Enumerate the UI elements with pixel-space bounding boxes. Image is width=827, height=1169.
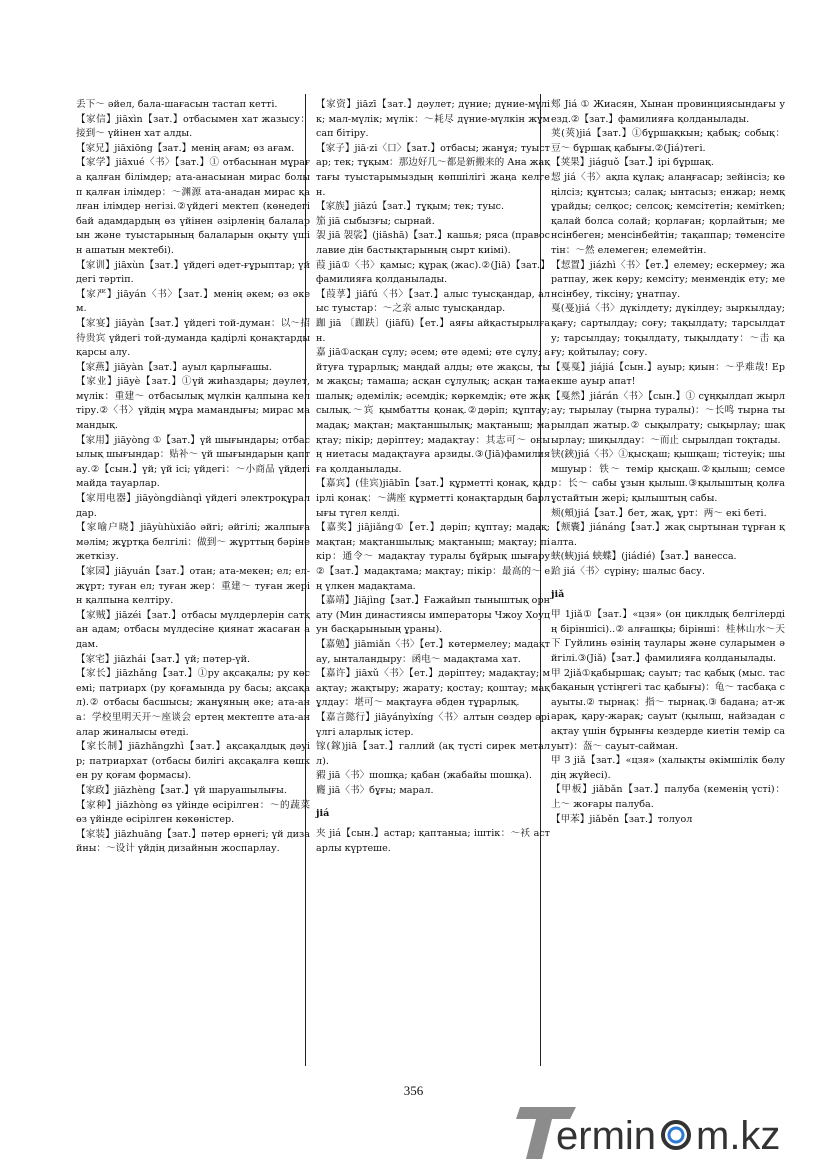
dictionary-entry: 【嘉言懿行】jiāyányìxíng〈书〉алтын сөздер әрі үлгі аларлық істер. xyxy=(316,711,550,738)
dictionary-entry: 【嘉许】jiāxǔ〈书〉【ет.】дәріптеу; мадақтау; мақтау; жақтыру; жарату; қостау; қоштау; мақұлдау：堪可～ мақтауға әбден тұрарлық. xyxy=(316,668,550,709)
dictionary-entry: 【家严】jiāyán〈书〉【зат.】менің әкем; өз әкем. xyxy=(76,288,310,315)
dictionary-entry: 甲 3 jiǎ【зат.】«цзя» (халықты әкімшілік бөлудің жүйесі). xyxy=(551,755,785,781)
dictionary-entry: 【家兄】jiāxiōng【зат.】менің ағам; өз ағам. xyxy=(76,142,295,154)
dictionary-entry: 蛱(蛺)jiá 蛱蝶】(jiádié)【зат.】ванесса. xyxy=(551,551,737,563)
dictionary-entry: 【家用电器】jiāyòngdiànqì үйдегі электроқұралдар. xyxy=(76,493,310,519)
dictionary-entry: 恝 jiá〈书〉ақпа құлақ; алаңғасар; зейінсіз; көңілсіз; құнтсыз; салақ; ынтасыз; енжар; немқұрайды; селқос; селсоқ; кемсітетін; кемітken; қалай болса солай; қорлаған; қорлайтын; менсінбеген; менсінбейтін; тақаппар; төменсітетін：～然 елемеген; елемейтін. xyxy=(551,171,785,256)
dictionary-entry: 夹 jiá【сын.】астар; қаптаныа; іштік：～袄 астарлы күртеше. xyxy=(316,828,550,854)
dictionary-entry: 跲 jiá〈书〉сүріну; шалыс басу. xyxy=(551,566,705,577)
dictionary-entry: 【家资】jiāzī【зат.】дәулет; дүние; дүние-мүлік; мал-мүлік; мүлік：～耗尽 дүние-мүлкін жұмсап бітіру. xyxy=(316,99,550,140)
dictionary-entry: 【家长制】jiāzhǎngzhì【зат.】ақсақалдық дәуір; патриархат (отбасы билігі ақсақалға көшкен ру қоғам формасы). xyxy=(76,741,310,782)
dictionary-entry: 葭 jiā①〈书〉қамыс; құрақ (жас).②(Jiā)【зат.】фамилияға қолданылады. xyxy=(316,259,550,286)
dictionary-entry: 【家用】jiāyòng ①【зат.】үй шығындары; отбасылық шығындар：贴补～ үй шығындарын қаптау.②【сын.】үй; үй ісі; үйдегі：～小商品 үйдегі майда тауарлар. xyxy=(76,434,310,490)
dictionary-entry: 跏 jiā 〔跏趺〕(jiāfū)【ет.】аяғы айқастырылған. xyxy=(316,317,550,344)
section-subheading: jiá xyxy=(316,807,330,819)
dictionary-column-1 xyxy=(76,98,310,857)
dictionary-entry: 【恝置】jiázhì〈书〉【ет.】елемеу; ескермеу; жаратпау, жек көру; кемсіту; менмендік ету; менсінбеу, тіксіну; ұнатпау. xyxy=(551,259,785,300)
dictionary-entry: 甲 2jiǎ①қабыршақ; сауыт; тас қабық (мыс. тасбақаның үстіңгегі тас қабығы)：龟～ тасбақа сауыты.② тырнақ：指～ тырнақ.③ бадана; ат-жарақ, қару-жарақ; сауыт (қылыш, найзадан сақтау үшін бұрынғы кездерде киетін темір сауыт)：盔～ сауыт-сайман. xyxy=(551,667,785,752)
dictionary-entry: 【颊囊】jiánáng【зат.】жақ сыртынан тұрған қалта. xyxy=(551,522,785,548)
dictionary-entry: 【家长】jiāzhǎng【зат.】①ру ақсақалы; ру көсемі; патриарх (ру қоғамында ру басы; ақсақал).② отбасы басшысы; жанұяның әке; ата-ана：学校里明天开～座谈会 ертең мектепте ата-аналар жиналысы өтеді. xyxy=(76,668,310,738)
dictionary-entry: 荚(莢)jiá【зат.】①бұршақкын; қабық; собық：豆～ бұршақ қабығы.②(Jiá)тегі. xyxy=(551,128,785,154)
dictionary-column-3 xyxy=(551,98,785,827)
dictionary-entry: 【家宅】jiāzhái【зат.】үй; пәтер-үй. xyxy=(76,653,251,665)
dictionary-entry: 【家种】jiāzhòng өз үйінде өсірілген：～的蔬菜 өз үйінде өсірілген көкөністер. xyxy=(76,799,310,826)
dictionary-entry: 【家信】jiāxìn【зат.】отбасымен хат жазысу：接到～ үйінен хат алды. xyxy=(76,113,310,140)
dictionary-entry: 镓(鎵)jiā【зат.】галлий (ақ түсті сирек металл). xyxy=(316,741,550,767)
dictionary-entry: 铗(鋏)jiá〈书〉①қысқаш; қышқаш; тістеуік; шымшуыр：铁～ темір қысқаш.②қылыш; семсер：长～ сабы ұзын қылыш.③қылыштың қолға ұстайтын жері; қылыштың сабы. xyxy=(551,449,785,505)
dictionary-entry: 【家燕】jiāyàn【зат.】ауыл қарлығашы. xyxy=(76,361,272,373)
dictionary-entry: 【戛戛】jiájiá【сын.】ауыр; қиын：～乎难哉! Ерекше ауыр апат! xyxy=(551,361,785,388)
dictionary-entry: 袈 jiā 袈裟】(jiāshā)【зат.】кашья; ряса (православие дін бастықтарының сырт киімі). xyxy=(316,230,550,256)
termincom-logo xyxy=(516,1103,816,1161)
dictionary-entry: 【家子】jiā·zi〈口〉【зат.】отбасы; жанұя; туыстар; тек; тұқым：那边好几～都是新搬来的 Ана жақтағы туыстарымыздың көпшілігі жаңа келген. xyxy=(316,142,551,198)
dictionary-entry: 【家装】jiāzhuāng【зат.】пәтер өрнегі; үй дизайны：～设计 үйдің дизайнын жоспарлау. xyxy=(76,828,310,855)
dictionary-entry: 【戛然】jiárán〈书〉【сын.】① сұңқылдап жырлау; тырылау (тырна туралы)：～长鸣 тырна тырылдап жатыр.② сықылрату; сықырлау; шақырлау; шиқылдау：～而止 сырылдап тоқтады. xyxy=(551,390,785,446)
dictionary-entry: 【家园】jiāyuán【зат.】отан; ата-мекен; ел; ел-жұрт; туған ел; туған жер：重建～ туған жерін қалпына келтіру. xyxy=(76,566,310,607)
svg-text:ermin: ermin xyxy=(556,1114,657,1158)
dictionary-entry: 【嘉宾】(佳宾)jiābīn【зат.】құрметті қонақ, қадірлі қонақ：～满座 құрметті қонақтардың барлығы түгел келді. xyxy=(316,478,550,519)
dictionary-entry: 【嘉奖】jiājiǎng①【ет.】дәріп; құптау; мадақ; мақтан; мақтаншылық; мақтаныш; мақтау; пікір：通令～ мадақтау туралы бұйрық шығару②【зат.】мадақтама; мақтау; пікір：最高的～ ең үлкен мадақтама. xyxy=(316,522,550,592)
dictionary-entry: 【荚果】jiáguǒ【зат.】ірі бұршақ. xyxy=(551,157,714,169)
termincom-logo-graphic xyxy=(516,1103,816,1161)
dictionary-entry: 【家学】jiāxué〈书〉【зат.】① отбасынан мұраға қалған білімдер; ата-анасынан мирас болып қалған ілімдер：～渊源 ата-анадан мирас қалған ілімдер негізі.②үйдегі мектеп (көнедегі бай адамдардың өз үйінен әзірленің балаларын және туыстарының балаларын оқыту үшін ашатын мектебі). xyxy=(76,157,310,256)
dictionary-entry: 郏 Jiá ① Жиасян, Хынан провинциясындағы уезд.②【зат.】фамилияға қолданылады. xyxy=(551,99,785,125)
dictionary-entry: 【葭莩】jiāfú〈书〉【зат.】алыс туысқандар, алыс туыстар：～之亲 алыс туысқандар. xyxy=(316,288,550,315)
dictionary-entry: 【嘉靖】Jiājìng【зат.】Ғажайып тыныштық орнату (Мин династиясы императоры Чжоу Хоуцун басқарыныың ұраны). xyxy=(316,595,550,636)
dictionary-entry: 【甲板】jiǎbǎn【зат.】палуба (кеменің үсті)：上～ жоғары палуба. xyxy=(551,784,785,810)
dictionary-column-2 xyxy=(316,98,550,856)
dictionary-entry: 【家政】jiāzhèng【зат.】үй шаруашылығы. xyxy=(76,784,287,796)
dictionary-entry: 麚 jiā〈书〉бұғы; марал. xyxy=(316,784,434,796)
dictionary-entry: 【甲苯】jiǎběn【зат.】толуол xyxy=(551,813,693,825)
dictionary-entry: 甲 1jiǎ①【зат.】«цзя» (он циклдық белгілердің біріншісі)..② алғашқы; бірінші：桂林山水～天下 Гуйлинь өзінің таулары және суларымен әйгілі.③(Jiǎ)【зат.】фамилияға қолданылады. xyxy=(551,609,785,664)
dictionary-entry: 【家训】jiāxùn【зат.】үйдегі әдет-ғұрыптар; үйдегі тәртіп. xyxy=(76,259,310,286)
dictionary-entry: 嘉 jiā①асқан сұлу; әсем; өте әдемі; өте сұлу; айтуға тұрарлық; маңдай алды; өте жақсы, тым жақсы; тамаша; асқан сұлулық; асқан тамашалық; әдемілік; әсемдік; көркемдік; өте жақсылық.～宾 қымбатты қонақ.②дәріп; құптау; мадақ; мақтан; мақтаншылық; мақтаныш; мақтау; пікір; дәріптеу; мадақтау：其志可～ оның ниетасы мадақтауға арзиды.③(Jiā)фамилияға қолданылады. xyxy=(316,347,550,475)
dictionary-entry: 笳 jiā сыбызғы; сырнай. xyxy=(316,215,435,227)
dictionary-entry: 【家族】jiāzú【зат.】тұқым; тек; туыс. xyxy=(316,201,505,213)
dictionary-entry: 【家业】jiāyè【зат.】①үй жиhаздары; дәулет, мүлік：重建～ отбасылық мүлкін қалпына келтіру.②〈书〉үйдің мұра мамандығы; мирас мамандық. xyxy=(76,376,310,432)
dictionary-entry: 【嘉勉】jiāmiǎn〈书〉【ет.】көтермелеу; мадақтау, ынталандыру：函电～ мадақтама хат. xyxy=(316,638,550,665)
section-subheading: jiǎ xyxy=(551,588,565,600)
dictionary-entry: 颊(頰)jiá【зат.】бет, жақ, ұрт：两～ екі беті. xyxy=(551,507,767,519)
dictionary-entry: 【家宴】jiāyàn【зат.】үйдегі той-думан：以～招待贵宾 үйдегі той-думанда қадірлі қонақтарды қарсы алу. xyxy=(76,317,310,359)
page-number: 356 xyxy=(403,1083,424,1098)
dictionary-entry: 【家喻户晓】jiāyùhùxiǎo әйгі; әйгілі; жалпыға мәлім; жұртқа белгілі：做到～ жұрттың бәріне жеткізу. xyxy=(76,522,310,563)
dictionary-entry: 豭 jiā〈书〉шошқа; қабан (жабайы шошқа). xyxy=(316,770,532,782)
dictionary-entry: 丢下～ әйел, бала-шағасын тастап кетті. xyxy=(76,99,278,110)
dictionary-entry: 【家贼】jiāzéi【зат.】отбасы мүлдерлерін сатқан адам; отбасы мүлдесіне қиянат жасаған адам. xyxy=(76,609,310,650)
dictionary-entry: 戛(戞)jiá〈书〉дүкілдету; дүкілдеу; зыркылдау; қағу; сартылдау; соғу; тақылдату; тарсылдату; тарсылдау; тоқылдату, тықылдату：～击 қағу; қойтылау; соғу. xyxy=(551,303,785,359)
svg-text:m.kz: m.kz xyxy=(696,1114,781,1158)
